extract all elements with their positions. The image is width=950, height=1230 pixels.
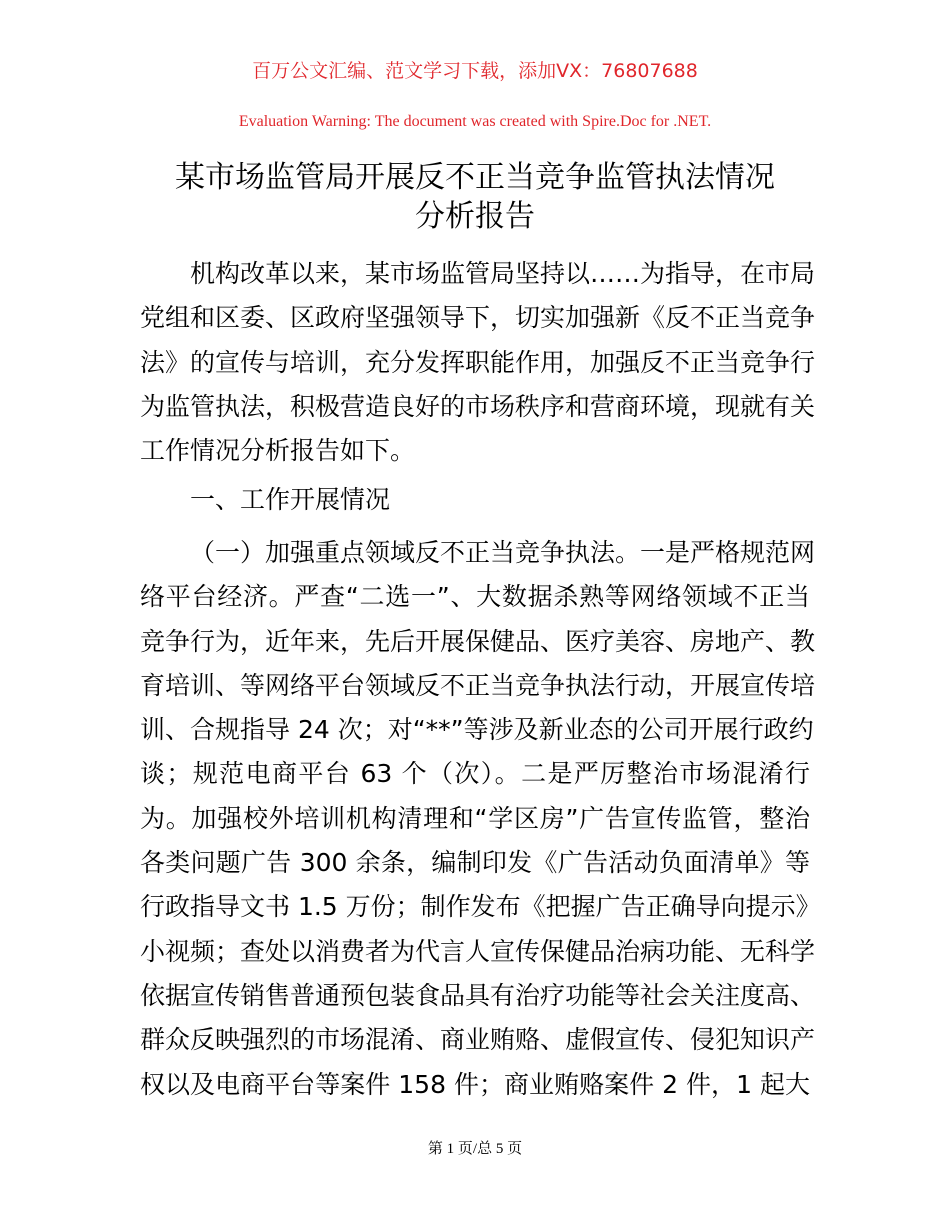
text-line: （一）加强重点领域反不正当竞争执法。一是严格规范网: [190, 538, 816, 567]
document-title: [120, 158, 830, 236]
text-line: 竞争行为，近年来，先后开展保健品、医疗美容、房地产、教: [140, 626, 816, 656]
page-footer: 第 1 页/总 5 页: [427, 1141, 523, 1157]
text-line: 为监管执法，积极营造良好的市场秩序和营商环境，现就有关: [140, 391, 816, 421]
section-heading: [140, 478, 810, 522]
text-line: 工作情况分析报告如下。: [140, 436, 416, 466]
text-line: 机构改革以来，某市场监管局坚持以……为指导，在市局: [190, 259, 816, 288]
text-line: 育培训、等网络平台领域反不正当竞争执法行动，开展宣传培: [140, 670, 816, 700]
text-line: 为。加强校外培训机构清理和“学区房”广告宣传监管，整治: [140, 803, 810, 833]
text-line: 小视频；查处以消费者为代言人宣传保健品治病功能、无科学: [140, 936, 816, 966]
text-line: 群众反映强烈的市场混淆、商业贿赂、虚假宣传、侵犯知识产: [140, 1025, 816, 1055]
text-line: 训、合规指导 24 次；对“**”等涉及新业态的公司开展行政约: [140, 715, 814, 745]
heading-text: 一、工作开展情况: [190, 485, 391, 514]
text-line: 法》的宣传与培训，充分发挥职能作用，加强反不正当竞争行: [140, 347, 816, 377]
title-line-1: 某市场监管局开展反不正当竞争监管执法情况: [175, 160, 775, 195]
text-line: 依据宣传销售普通预包装食品具有治疗功能等社会关注度高、: [140, 980, 816, 1010]
body-paragraph: [140, 531, 821, 1107]
text-line: 各类问题广告 300 余条，编制印发《广告活动负面清单》等: [140, 848, 810, 878]
text-line: 权以及电商平台等案件 158 件；商业贿赂案件 2 件，1 起大: [140, 1069, 810, 1099]
evaluation-warning: Evaluation Warning: The document was created with Spire.Doc for .NET.: [238, 113, 712, 130]
text-line: 谈；规范电商平台 63 个（次）。二是严厉整治市场混淆行: [140, 759, 810, 789]
intro-paragraph: [140, 252, 816, 473]
text-line: 络平台经济。严查“二选一”、大数据杀熟等网络领域不正当: [140, 582, 810, 612]
title-line-2: 分析报告: [415, 199, 535, 234]
text-line: 党组和区委、区政府坚强领导下，切实加强新《反不正当竞争: [140, 303, 816, 333]
text-line: 行政指导文书 1.5 万份；制作发布《把握广告正确导向提示》: [140, 892, 821, 922]
promo-banner: 百万公文汇编、范文学习下载，添加VX：76807688: [252, 60, 698, 82]
